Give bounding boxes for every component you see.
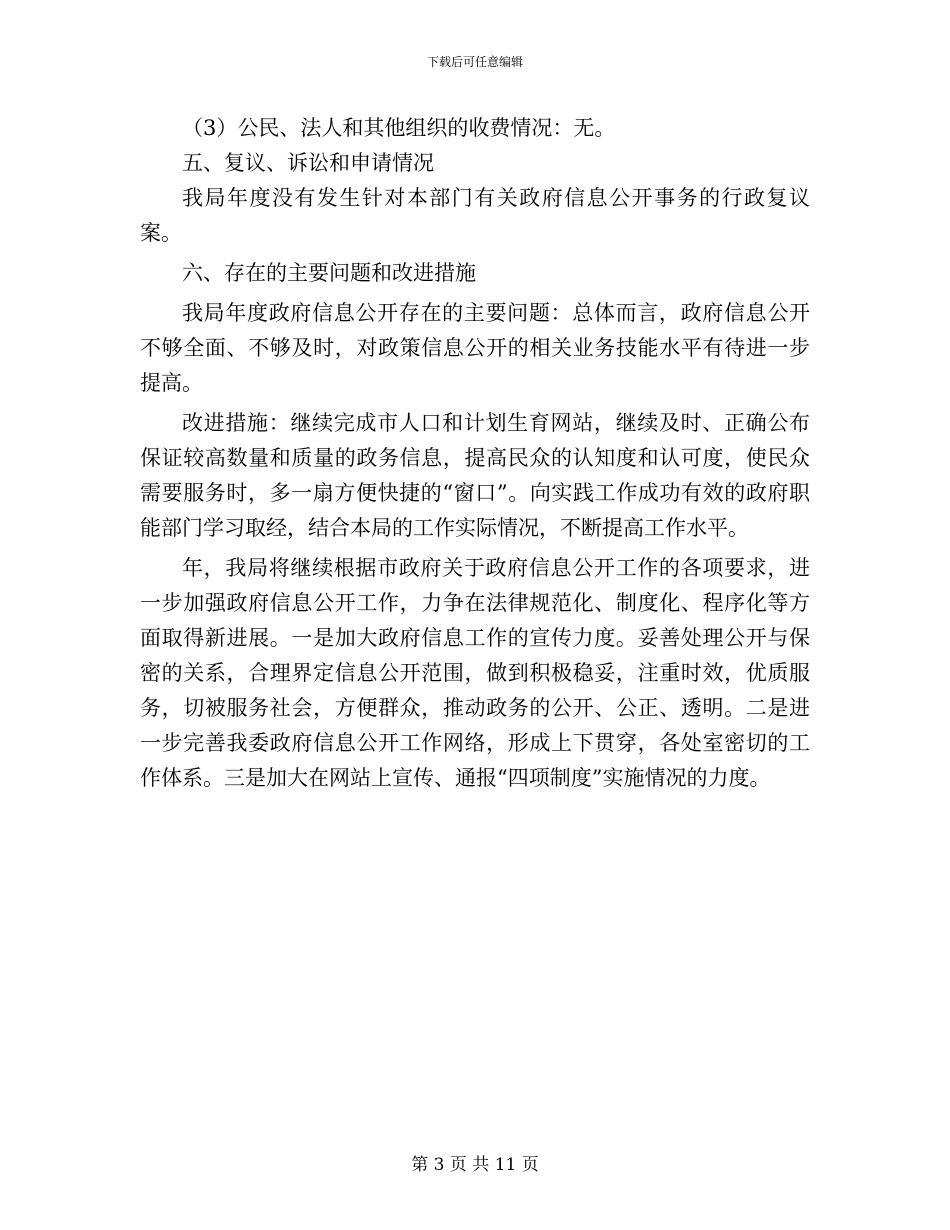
section-heading-review: 五、复议、诉讼和申请情况 xyxy=(182,151,434,175)
paragraph-problems: 我局年度政府信息公开存在的主要问题：总体而言，政府信息公开不够全面、不够及时，对政策信息公开的相关业务技能水平有待进一步提高。 xyxy=(140,301,810,395)
paragraph-plan: 年，我局将继续根据市政府关于政府信息公开工作的各项要求，进一步加强政府信息公开工作，力争在法律规范化、制度化、程序化等方面取得新进展。一是加大政府信息工作的宣传力度。妥善处理公开与保密的关系，合理界定信息公开范围，做到积极稳妥，注重时效，优质服务，切被服务社会，方便群众，推动政务的公开、公正、透明。二是进一步完善我委政府信息公开工作网络，形成上下贯穿，各处室密切的工作体系。三是加大在网站上宣传、通报“四项制度”实施情况的力度。 xyxy=(140,556,810,790)
paragraph-fees: （3）公民、法人和其他组织的收费情况：无。 xyxy=(182,116,616,140)
section-heading-problems: 六、存在的主要问题和改进措施 xyxy=(182,261,476,285)
paragraph-measures: 改进措施：继续完成市人口和计划生育网站，继续及时、正确公布保证较高数量和质量的政务信息，提高民众的认知度和认可度，使民众需要服务时，多一扇方便快捷的“窗口”。向实践工作成功有效的政府职能部门学习取经，结合本局的工作实际情况，不断提高工作水平。 xyxy=(140,411,810,540)
paragraph-review: 我局年度没有发生针对本部门有关政府信息公开事务的行政复议案。 xyxy=(140,186,810,245)
page-header-note: 下载后可任意编辑 xyxy=(426,55,523,69)
page-number: 第 3 页 共 11 页 xyxy=(411,1155,539,1175)
document-body xyxy=(140,111,810,796)
